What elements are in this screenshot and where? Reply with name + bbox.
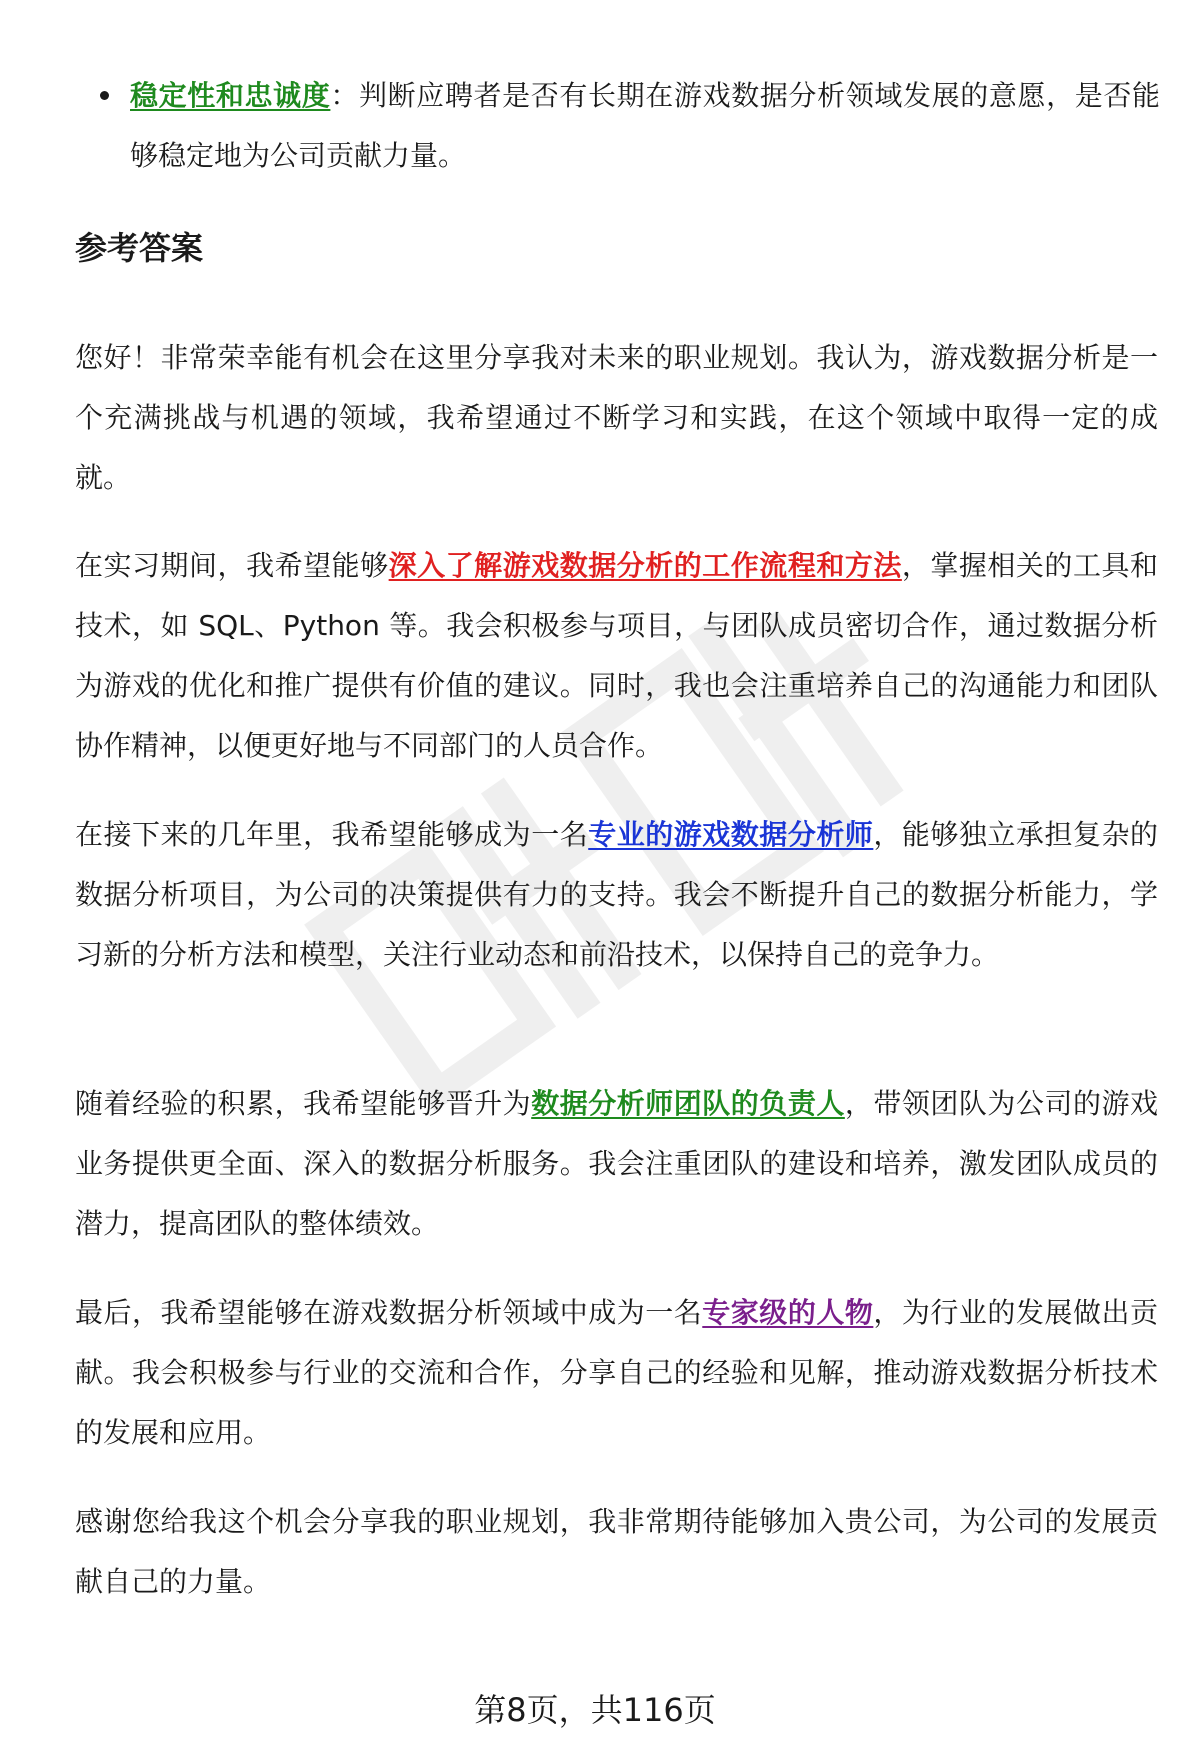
paragraph-text: 随着经验的积累，我希望能够晋升为 <box>75 1087 532 1120</box>
paragraph-text: ，为行业的发展做出贡献。我会积极参与行业的交流和合作，分享自己的经验和见解，推动游戏数据分析技术的发展和应用。 <box>75 1296 1158 1449</box>
paragraph-text: 在实习期间，我希望能够 <box>75 549 389 582</box>
paragraph-text: 在接下来的几年里，我希望能够成为一名 <box>75 818 589 851</box>
highlight-purple: 专家级的人物 <box>702 1296 874 1329</box>
highlight-green: 数据分析师团队的负责人 <box>531 1087 845 1120</box>
bullet-text <box>130 66 1160 186</box>
paragraph-intro: 您好！非常荣幸能有机会在这里分享我对未来的职业规划。我认为，游戏数据分析是一个充满挑战与机遇的领域，我希望通过不断学习和实践，在这个领域中取得一定的成就。 <box>75 341 1158 494</box>
paragraph-internship <box>75 536 1158 776</box>
page-number-footer: 第8页，共116页 <box>474 1691 716 1729</box>
paragraph-promotion <box>75 1074 1158 1254</box>
bullet-label-highlight: 稳定性和忠诚度 <box>130 79 331 112</box>
paragraph-next-years <box>75 805 1158 985</box>
bullet-item-stability <box>100 66 1160 186</box>
section-heading: 参考答案 <box>75 229 204 267</box>
paragraph-text: ，能够独立承担复杂的数据分析项目，为公司的决策提供有力的支持。我会不断提升自己的数据分析能力，学习新的分析方法和模型，关注行业动态和前沿技术，以保持自己的竞争力。 <box>75 818 1158 971</box>
paragraph-expert <box>75 1283 1158 1463</box>
highlight-red: 深入了解游戏数据分析的工作流程和方法 <box>388 549 902 582</box>
highlight-blue: 专业的游戏数据分析师 <box>588 818 874 851</box>
bullet-dot-icon <box>100 91 109 100</box>
paragraph-thanks: 感谢您给我这个机会分享我的职业规划，我非常期待能够加入贵公司，为公司的发展贡献自己的力量。 <box>75 1505 1158 1598</box>
paragraph-text: ，掌握相关的工具和技术，如 SQL、Python 等。我会积极参与项目，与团队成员密切合作，通过数据分析为游戏的优化和推广提供有价值的建议。同时，我也会注重培养自己的沟通能力和团队协作精神，以便更好地与不同部门的人员合作。 <box>75 549 1158 762</box>
paragraph-text: ，带领团队为公司的游戏业务提供更全面、深入的数据分析服务。我会注重团队的建设和培养，激发团队成员的潜力，提高团队的整体绩效。 <box>75 1087 1158 1240</box>
bullet-description: ：判断应聘者是否有长期在游戏数据分析领域发展的意愿，是否能够稳定地为公司贡献力量。 <box>130 79 1160 172</box>
paragraph-text: 最后，我希望能够在游戏数据分析领域中成为一名 <box>75 1296 703 1329</box>
